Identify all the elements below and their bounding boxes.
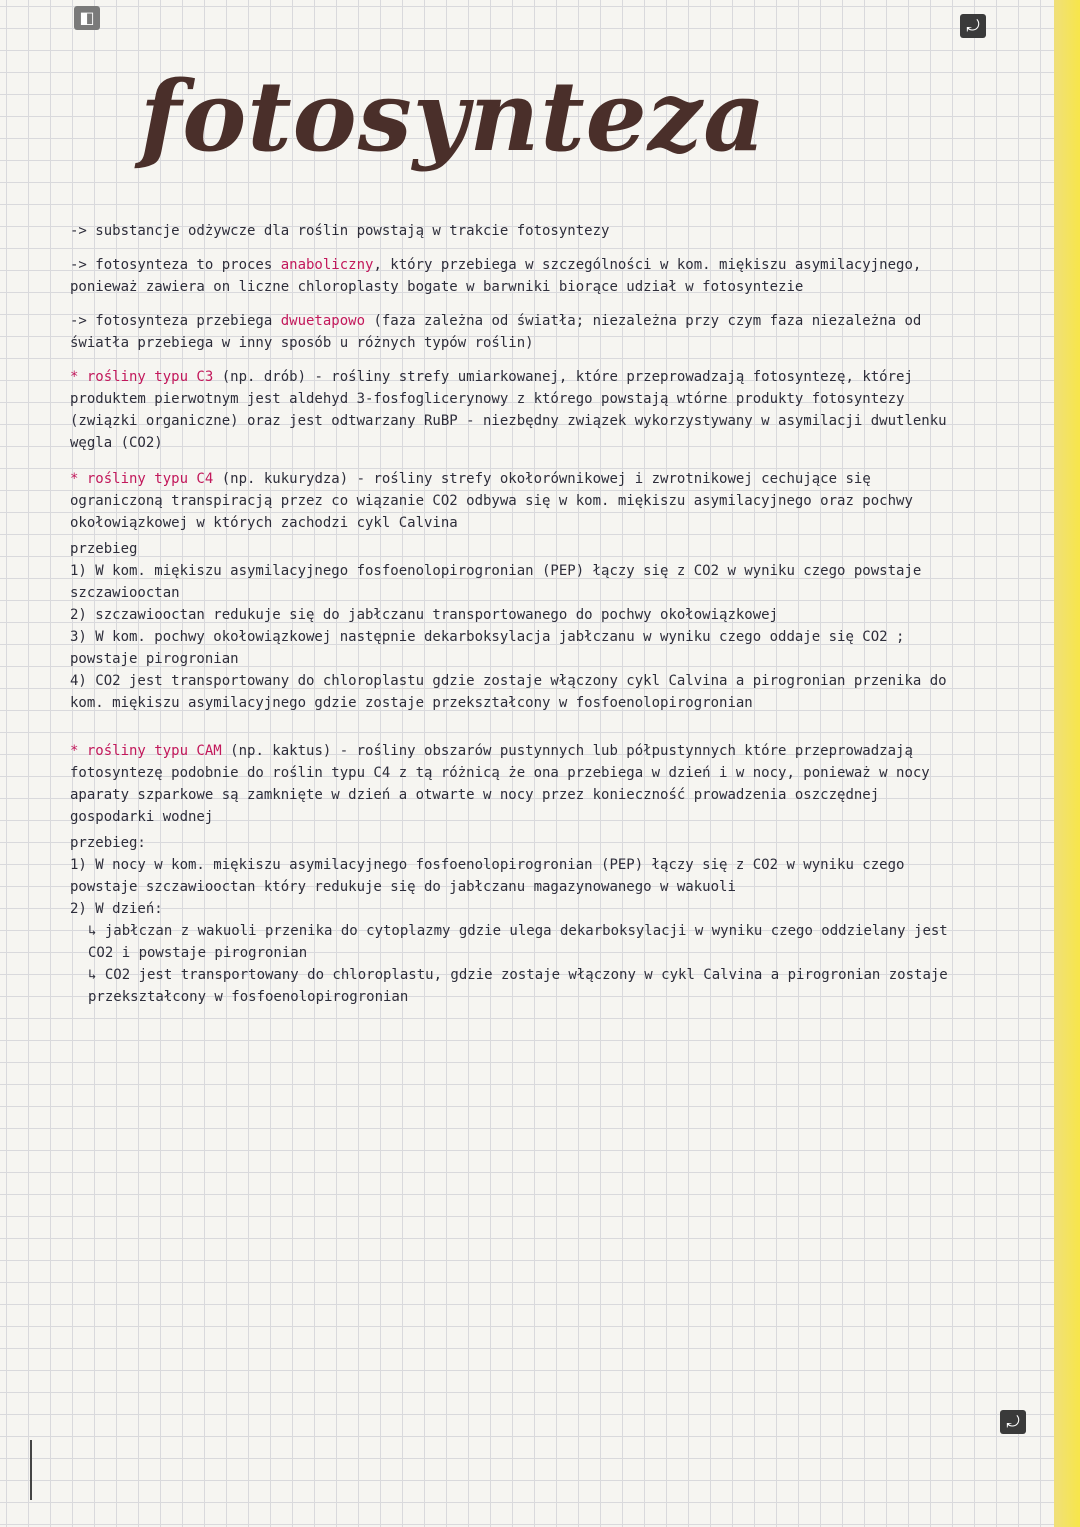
intro-text: (faza zależna od światła; niezależna przy czym faza niezależna od światła przebiega w inny sposób u różnych typów roślin) [70,313,922,351]
section-text: (np. drób) - rośliny strefy umiarkowanej, które przeprowadzają fotosyntezę, której produktem pierwotnym jest aldehyd 3-fosfoglicerynowy z którego powstają wtórne produkty fotosyntezy (związki organiczne) oraz jest odtwarzany RuBP - niezbędny związek wykorzystywany w asymilacji dwutlenku węgla (CO2) [70,369,947,451]
section-heading: * rośliny typu CAM [70,743,222,759]
intro-text: , który przebiega w szczególności w kom. miękiszu asymilacyjnego, ponieważ zawiera on liczne chloroplasty bogate w barwniki biorące udział w fotosyntezie [70,257,922,295]
step-item: ↳ jabłczan z wakuoli przenika do cytoplazmy gdzie ulega dekarboksylacji w wyniku czego oddzielany jest CO2 i powstaje pirogronian [88,923,948,961]
cam-section [70,740,970,1008]
section-text: (np. kaktus) - rośliny obszarów pustynnych lub półpustynnych które przeprowadzają fotosyntezę podobnie do roślin typu C4 z tą różnicą że ona przebiega w dzień i w nocy, ponieważ w nocy aparaty szparkowe są zamknięte w dzień a otwarte w nocy przez konieczność prowadzenia oszczędnej gospodarki wodnej [70,743,930,825]
intro-line [70,254,970,298]
c4-section [70,468,970,714]
intro-text: -> fotosynteza przebiega [70,313,281,329]
step-item: 2) szczawiooctan redukuje się do jabłczanu transportowanego do pochwy okołowiązkowej [70,607,779,623]
step-item: 4) CO2 jest transportowany do chloroplastu gdzie zostaje włączony cykl Calvina a pirogronian przenika do kom. miękiszu asymilacyjnego gdzie zostaje przekształcony w fosfoenolopirogronian [70,673,947,711]
highlight-term: anaboliczny [280,257,374,273]
section-heading: * rośliny typu C4 [70,471,214,487]
intro-line [70,310,970,354]
section-heading: * rośliny typu C3 [70,369,214,385]
step-item: 1) W nocy w kom. miękiszu asymilacyjnego fosfoenolopirogronian (PEP) łączy się z CO2 w wyniku czego powstaje szczawiooctan który redukuje się do jabłczanu magazynowanego w wakuoli [70,857,905,895]
page-edge-highlight [1054,0,1080,1527]
step-item: 2) W dzień: [70,901,163,917]
intro-line [70,220,970,242]
steps-title: przebieg: [70,835,146,851]
steps-title: przebieg [70,541,138,557]
section-text: (np. kukurydza) - rośliny strefy okołorównikowej i zwrotnikowej cechujące się ograniczoną transpiracją przez co wiązanie CO2 odbywa się w kom. miękiszu asymilacyjnego oraz pochwy okołowiązkowej w których zachodzi cykl Calvina [70,471,913,531]
rotate-icon[interactable]: ⤾ [960,14,986,38]
intro-text: -> fotosynteza to proces [70,257,281,273]
highlight-term: dwuetapowo [280,313,366,329]
rotate-icon[interactable]: ⤾ [1000,1410,1026,1434]
page-title: fotosynteza [140,60,767,173]
c3-section [70,366,970,454]
step-item: 1) W kom. miękiszu asymilacyjnego fosfoenolopirogronian (PEP) łączy się z CO2 w wyniku czego powstaje szczawiooctan [70,563,922,601]
margin-line [30,1440,32,1500]
step-item: 3) W kom. pochwy okołowiązkowej następnie dekarboksylacja jabłczanu w wyniku czego oddaje się CO2 ; powstaje pirogronian [70,629,905,667]
notes-content [70,220,970,1008]
corner-icon: ◧ [74,6,100,30]
intro-text: -> substancje odżywcze dla roślin powstają w trakcie fotosyntezy [70,223,610,239]
step-item: ↳ CO2 jest transportowany do chloroplastu, gdzie zostaje włączony w cykl Calvina a pirogronian zostaje przekształcony w fosfoenolopirogronian [88,967,948,1005]
